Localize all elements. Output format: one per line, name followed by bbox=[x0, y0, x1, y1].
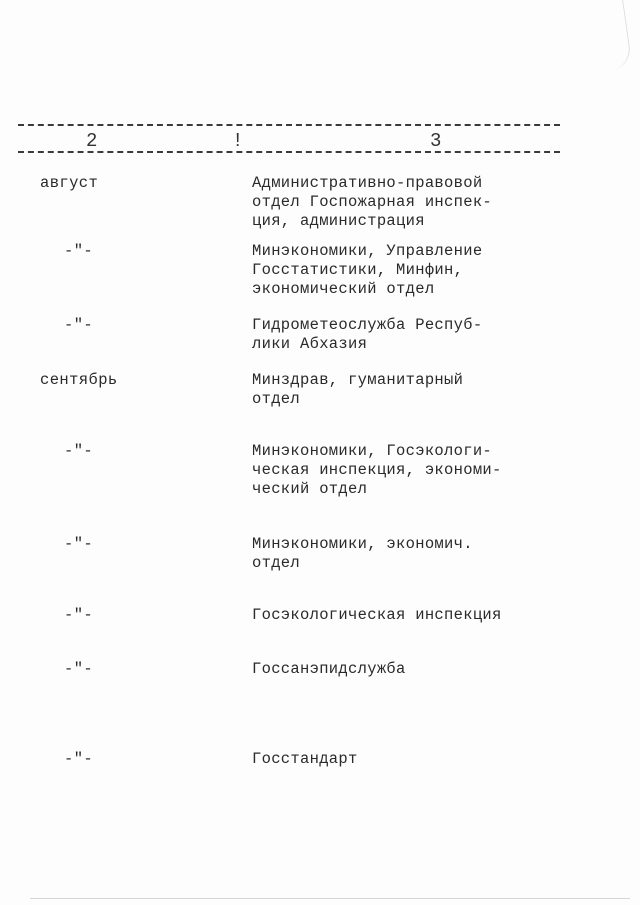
row-8-executor: Госсанэпидслужба bbox=[252, 660, 406, 678]
row-5-executor: Минэкономики, Госэкологи- ческая инспекция, экономи- ческий отдел bbox=[252, 442, 502, 498]
row-7-executor: Госэкологическая инспекция bbox=[252, 606, 502, 624]
table-top-rule bbox=[18, 124, 560, 126]
header-col3: 3 bbox=[430, 130, 442, 152]
row-2-executor: Минэкономики, Управление Госстатистики, Минфин, экономический отдел bbox=[252, 242, 483, 298]
row-7-month: -"- bbox=[64, 606, 94, 624]
row-5-month: -"- bbox=[64, 442, 94, 460]
row-6-executor: Минэкономики, экономич. отдел bbox=[252, 535, 473, 572]
row-3-executor: Гидрометеослужба Респуб- лики Абхазия bbox=[252, 316, 483, 353]
row-9-executor: Госстандарт bbox=[252, 750, 358, 768]
row-6-month: -"- bbox=[64, 535, 94, 553]
row-9-month: -"- bbox=[64, 750, 94, 768]
row-4-executor: Минздрав, гуманитарный отдел bbox=[252, 371, 464, 408]
page-bottom-edge bbox=[30, 898, 630, 899]
header-bottom-rule bbox=[18, 151, 560, 153]
row-1-executor: Административно-правовой отдел Госпожарная инспек- ция, администрация bbox=[252, 174, 493, 230]
row-2-month: -"- bbox=[64, 242, 94, 260]
row-1-month: август bbox=[40, 174, 99, 192]
row-8-month: -"- bbox=[64, 660, 94, 678]
header-col2: 2 bbox=[86, 130, 98, 152]
row-4-month: сентябрь bbox=[40, 371, 118, 389]
header-separator: ! bbox=[232, 130, 244, 152]
scan-artifact bbox=[600, 0, 633, 71]
row-3-month: -"- bbox=[64, 316, 94, 334]
